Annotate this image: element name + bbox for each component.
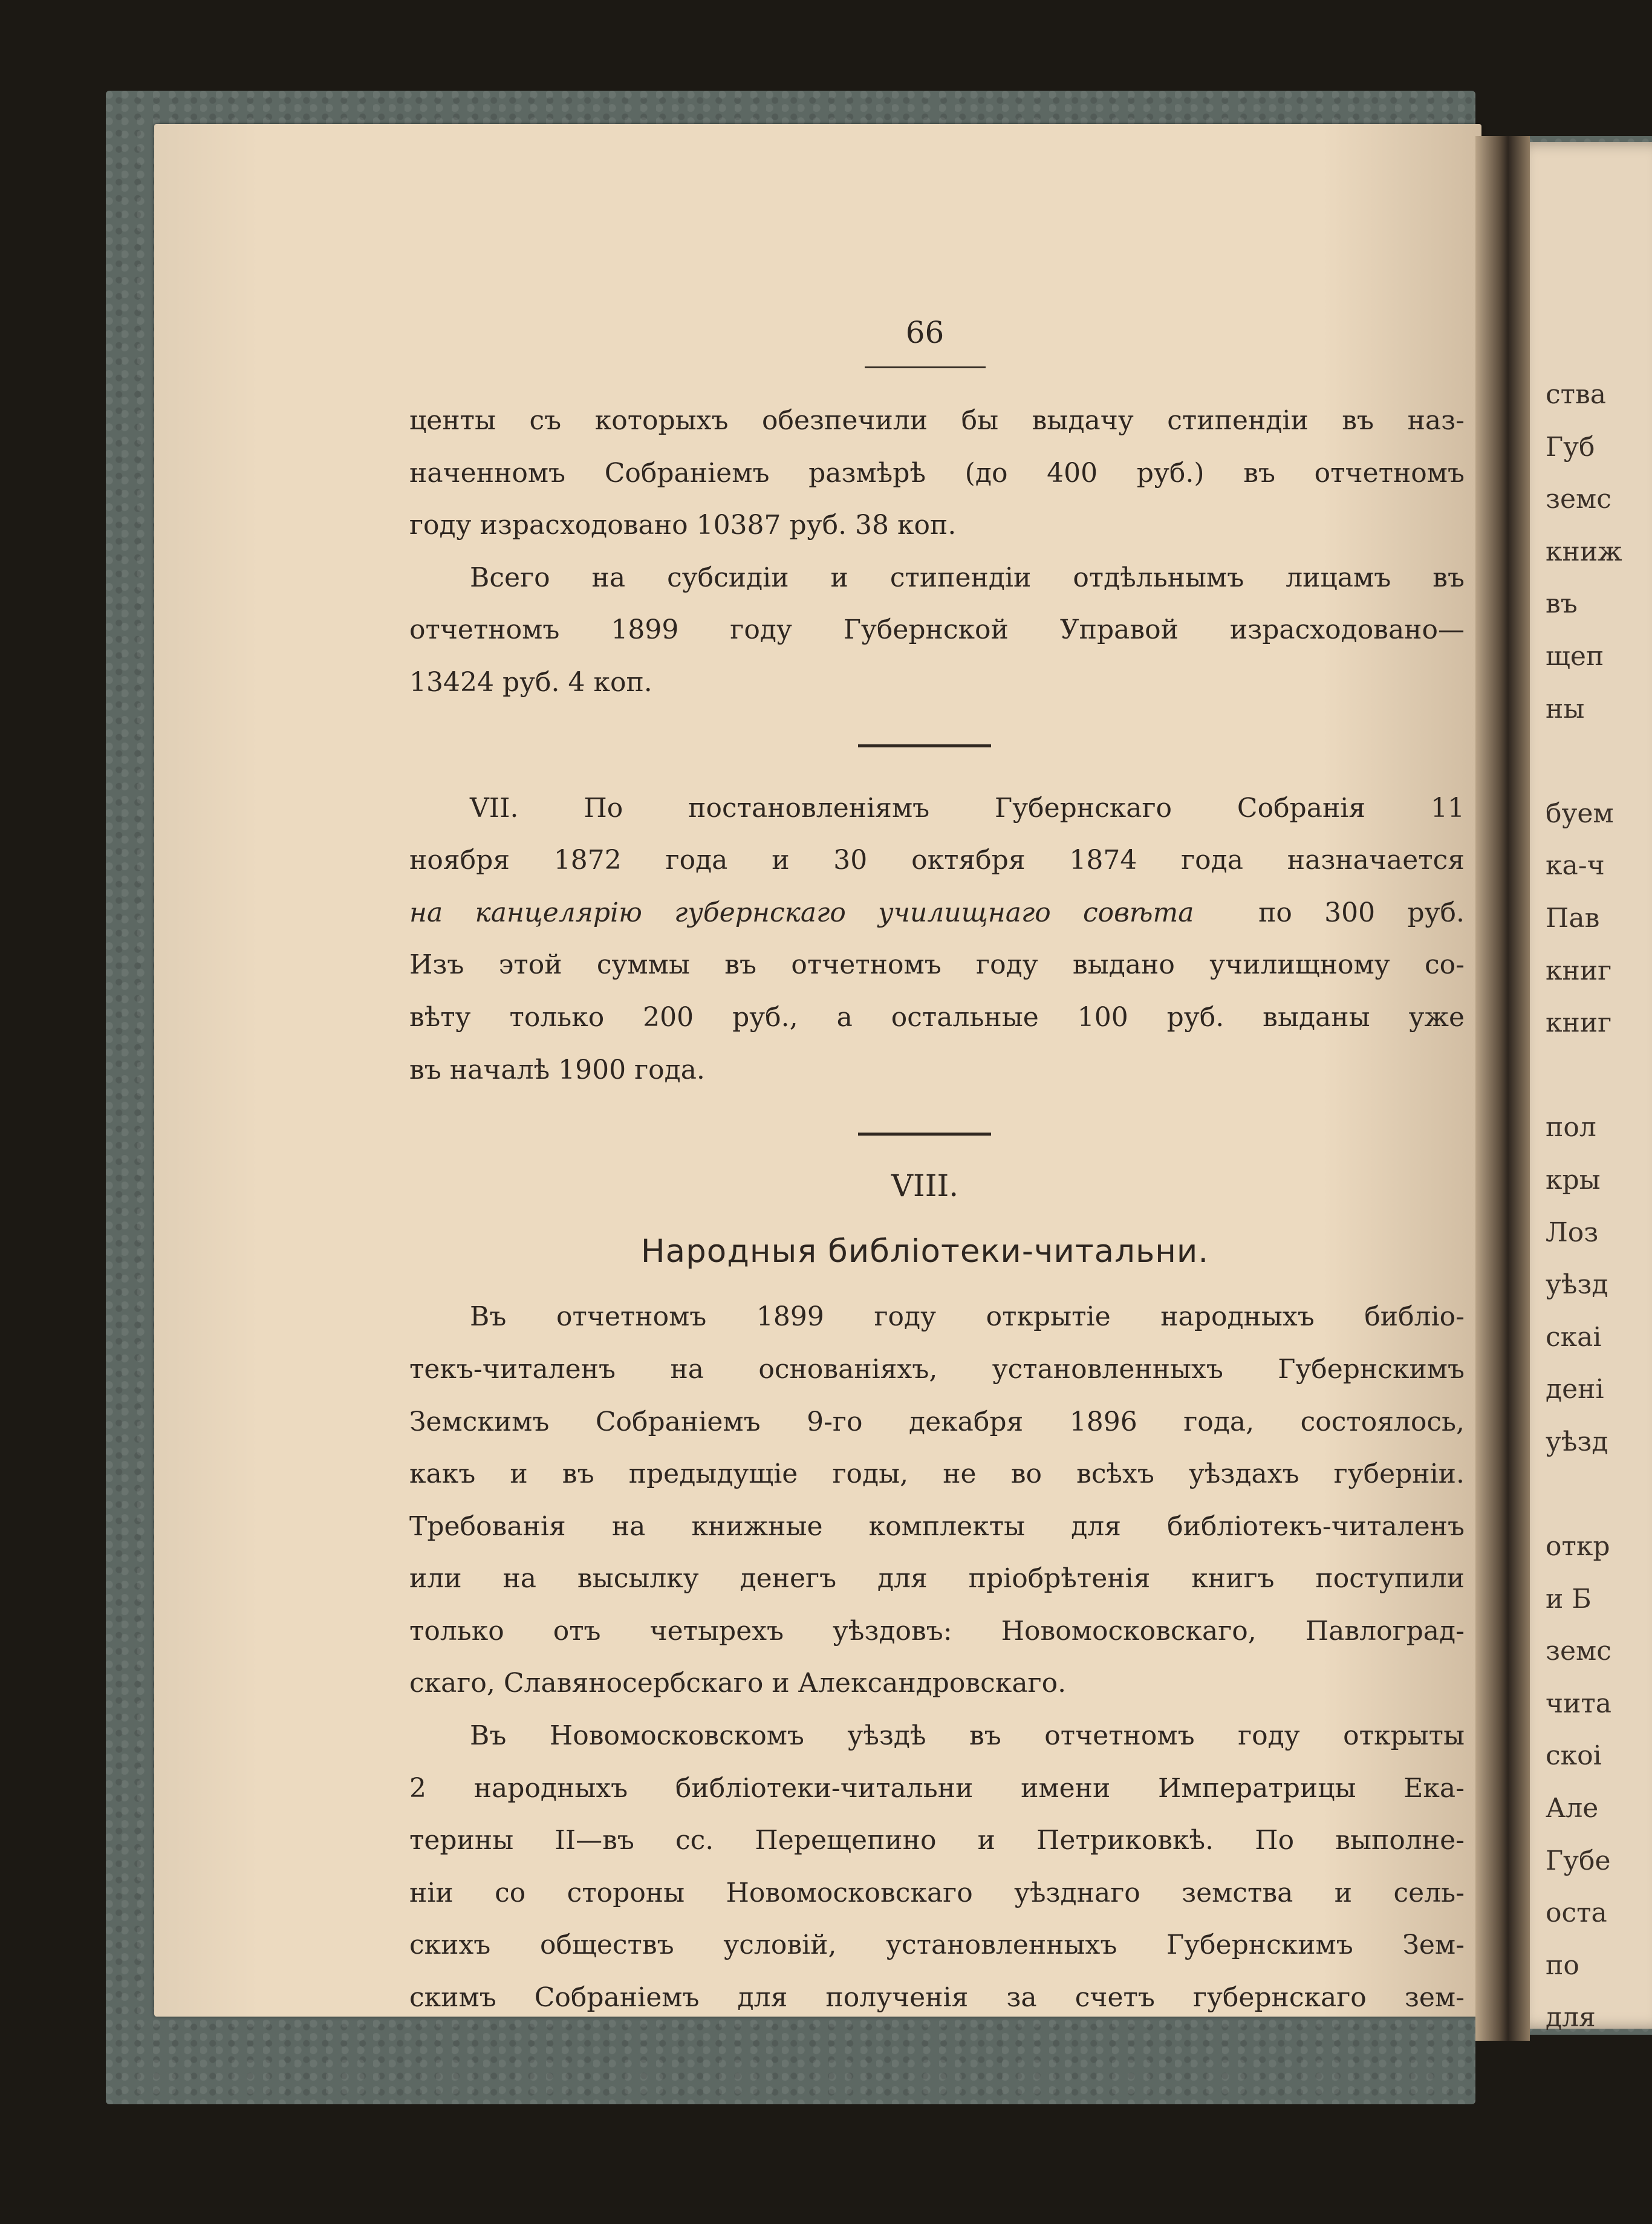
text-line: VII. По постановленіямъ Губернскаго Собранія 11 [470,792,1465,824]
text-line: скаго, Славяносербскаго и Александровскаго. [409,1668,1067,1699]
section-number: VIII. [891,1168,959,1204]
facing-page-fragment: ка-ч [1546,850,1605,882]
facing-page-fragment: кры [1546,1164,1601,1195]
facing-page-fragment: дені [1546,1374,1604,1405]
facing-page-fragment: книж [1546,536,1622,567]
facing-page-fragment: уѣзд [1546,1426,1608,1457]
facing-page-fragment [1546,735,1648,788]
page-text [409,314,1465,2024]
text-line: вѣту только 200 руб., а остальные 100 руб. выданы уже [409,1001,1465,1033]
text-line: Требованія на книжные комплекты для библіотекъ-читаленъ [409,1510,1465,1542]
facing-page-fragment: Губе [1546,1845,1611,1876]
facing-page-fragment: чита [1546,1688,1611,1719]
facing-page-fragment: земс [1546,484,1611,515]
facing-page-fragment [1546,1050,1648,1102]
text-line: 13424 руб. 4 коп. [409,666,652,698]
facing-page-fragment: книг [1546,955,1612,986]
text-line: ноября 1872 года и 30 октября 1874 года назначается [409,845,1465,876]
facing-page-fragment: земс [1546,1636,1611,1667]
text-line: Земскимъ Собраніемъ 9-го декабря 1896 года, состоялось, [409,1406,1465,1437]
paragraph-section-vii [409,782,1465,1097]
facing-page-fragment: буем [1546,798,1614,829]
facing-page-fragment: Губ [1546,431,1595,463]
text-line: скимъ Собраніемъ для полученія за счетъ губернскаго зем- [409,1982,1465,2014]
section-title: Народныя библіотеки-читальни. [640,1232,1209,1270]
facing-page-fragment: Пав [1546,902,1600,934]
facing-page-fragment: ны [1546,693,1585,724]
facing-page-fragment: щеп [1546,640,1604,672]
paragraph-total-subsidies [409,552,1465,709]
text-line: терины II—въ сс. Перещепино и Петриковкѣ. По выполне- [409,1825,1465,1856]
text-fragment: по 300 руб. [1258,897,1465,928]
page-number-rule [865,366,986,368]
text-line: Всего на субсидіи и стипендіи отдѣльнымъ лицамъ въ [470,562,1465,593]
text-line: Въ отчетномъ 1899 году открытіе народныхъ библіо- [470,1301,1465,1333]
facing-page-fragment: ства [1546,379,1606,410]
text-line: какъ и въ предыдущіе годы, не во всѣхъ уѣздахъ губерніи. [409,1458,1465,1490]
text-line: ніи со стороны Новомосковскаго уѣзднаго земства и сель- [409,1877,1465,1908]
facing-page-fragment: Лоз [1546,1217,1599,1248]
text-line: центы съ которыхъ обезпечили бы выдачу стипендіи въ наз- [409,405,1465,436]
facing-page-fragment: скоі [1546,1740,1602,1772]
text-line: скихъ обществъ условій, установленныхъ Губернскимъ Зем- [409,1930,1465,1961]
text-line: только отъ четырехъ уѣздовъ: Новомосковскаго, Павлоград- [409,1615,1465,1647]
text-line: наченномъ Собраніемъ размѣрѣ (до 400 руб.) въ отчетномъ [409,457,1465,489]
text-line: 2 народныхъ библіотеки-читальни имени Императрицы Ека- [409,1772,1465,1804]
facing-page-fragment: для [1546,2002,1596,2034]
paragraph-libraries [409,1291,1465,1710]
page-number: 66 [905,315,945,350]
facing-page-fragment: и Б [1546,1583,1592,1614]
section-divider [858,744,991,747]
section-divider [858,1133,991,1136]
facing-page-fragment: Але [1546,1793,1599,1824]
italic-text: на канцелярію губернскаго училищнаго совѣта [409,897,1194,928]
text-line: Изъ этой суммы въ отчетномъ году выдано училищному со- [409,949,1465,981]
facing-page-fragment: книг [1546,1007,1612,1039]
facing-page-fragment: въ [1546,588,1578,620]
text-line: году израсходовано 10387 руб. 38 коп. [409,510,957,541]
text-line: Въ Новомосковскомъ уѣздѣ въ отчетномъ году открыты [470,1720,1465,1752]
text-line: или на высылку денегъ для пріобрѣтенія книгъ поступили [409,1563,1465,1595]
text-line: въ началѣ 1900 года. [409,1054,705,1085]
facing-page-text [1546,369,1648,2044]
facing-page-fragment [1546,1468,1648,1521]
text-line: отчетномъ 1899 году Губернской Управой израсходовано— [409,614,1465,646]
book-gutter [1475,136,1530,2041]
facing-page-fragment: уѣзд [1546,1269,1608,1301]
facing-page-fragment: оста [1546,1897,1607,1929]
text-line: текъ-читаленъ на основаніяхъ, установленныхъ Губернскимъ [409,1353,1465,1385]
paragraph-novomoskovsk [409,1710,1465,2024]
text-line [409,887,1465,940]
paragraph-stipend-cont [409,395,1465,552]
facing-page-fragment: скаі [1546,1321,1602,1353]
facing-page-fragment: откр [1546,1531,1610,1562]
facing-page-fragment: пол [1546,1112,1596,1143]
facing-page-fragment: по [1546,1949,1579,1981]
